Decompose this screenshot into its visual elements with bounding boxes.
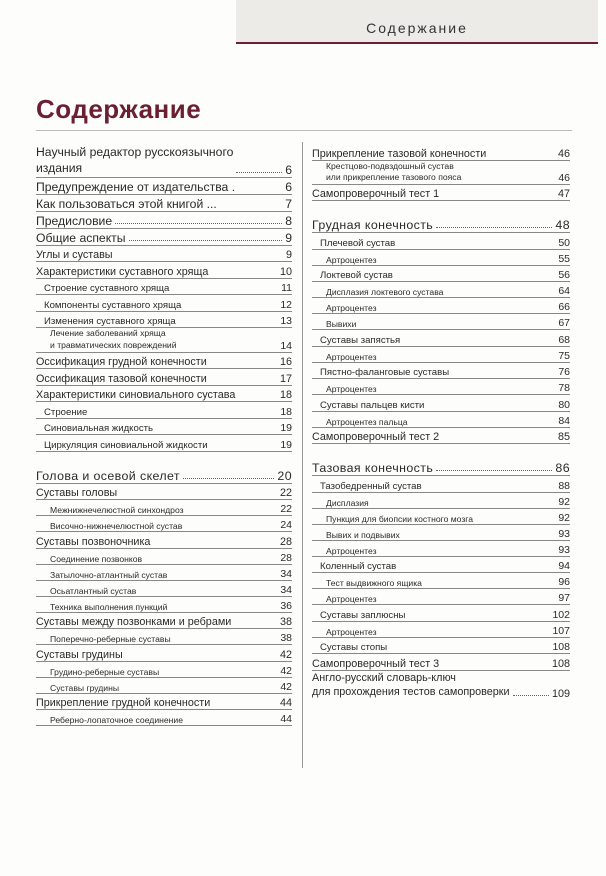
toc-entry[interactable] <box>312 573 570 589</box>
toc-entry-title-line: Поперечно-реберные суставы <box>50 634 171 645</box>
toc-page-number: 6 <box>285 162 292 177</box>
toc-entry-title-line: Суставы заплюсны <box>320 609 406 621</box>
toc-entry-title-line: Научный редактор русскоязычного <box>36 145 234 159</box>
toc-entry[interactable] <box>312 250 570 266</box>
toc-page-number: 102 <box>552 608 570 621</box>
toc-entry-title-line: Оссификация грудной конечности <box>36 356 207 369</box>
toc-entry[interactable] <box>36 516 292 532</box>
toc-entry[interactable] <box>312 557 570 574</box>
toc-leader <box>236 172 282 173</box>
toc-entry[interactable] <box>36 613 292 630</box>
toc-entry-title-line: Синовиальная жидкость <box>44 423 154 435</box>
toc-page-number: 8 <box>285 213 292 228</box>
toc-entry[interactable] <box>312 605 570 622</box>
header-title: Содержание <box>366 20 468 36</box>
toc-entry-title <box>326 627 377 637</box>
toc-page-number: 38 <box>279 616 292 629</box>
toc-page-number: 19 <box>280 422 292 435</box>
toc-entry-title <box>36 487 117 499</box>
toc-right-column <box>312 144 570 700</box>
toc-entry-title-line: Вывих и подвывих <box>326 529 400 540</box>
toc-entry-title-line: Суставы головы <box>36 487 118 500</box>
toc-page-number: 86 <box>555 461 570 476</box>
toc-entry-title <box>326 384 377 394</box>
toc-entry[interactable] <box>36 694 292 711</box>
toc-page-number: 7 <box>285 196 292 211</box>
toc-entry-title <box>50 505 184 515</box>
toc-entry-title-line: Артроцентез <box>326 351 377 362</box>
toc-entry-title-line: Самопроверочный тест 3 <box>312 657 440 670</box>
toc-page-number: 108 <box>552 641 570 654</box>
toc-entry-title-line: Компоненты суставного хряща <box>44 299 182 311</box>
toc-page-number: 48 <box>555 218 570 233</box>
toc-entry[interactable] <box>312 185 570 202</box>
toc-entry-title-line: Голова и осевой скелет <box>36 468 180 483</box>
toc-entry[interactable] <box>312 589 570 605</box>
toc-page-number: 88 <box>558 479 570 492</box>
toc-entry-title <box>36 144 233 177</box>
toc-page-number: 20 <box>277 468 292 483</box>
toc-page-number: 85 <box>557 431 570 444</box>
toc-entry-title <box>50 715 183 725</box>
toc-entry-title <box>320 561 396 572</box>
toc-entry-title-line: Артроцентез <box>326 626 377 637</box>
toc-entry[interactable] <box>36 295 292 312</box>
toc-entry-title-line: Локтевой сустав <box>320 270 393 282</box>
toc-page-number: 10 <box>279 265 292 278</box>
toc-entry-title <box>312 148 486 160</box>
toc-entry-title-line: Суставы грудины <box>36 648 123 661</box>
toc-page-number: 28 <box>280 551 292 564</box>
toc-entry-title-line: Артроцентез <box>326 254 377 265</box>
toc-entry-title-line: Артроцентез <box>326 384 377 395</box>
toc-page-number: 17 <box>279 372 292 385</box>
toc-entry[interactable] <box>36 484 292 501</box>
toc-page-number: 14 <box>280 339 292 352</box>
toc-entry-title <box>312 188 439 200</box>
toc-entry-title <box>50 328 177 351</box>
toc-page-number: 38 <box>280 632 292 645</box>
toc-leader <box>513 695 549 696</box>
toc-entry[interactable] <box>36 178 292 195</box>
toc-page-number: 67 <box>558 317 570 330</box>
toc-entry[interactable] <box>36 353 292 370</box>
toc-entry[interactable] <box>36 195 292 212</box>
toc-entry[interactable] <box>312 314 570 330</box>
toc-page-number: 75 <box>558 349 570 362</box>
toc-entry-title-line: Соединение позвонков <box>50 553 143 564</box>
toc-entry[interactable] <box>312 412 570 428</box>
toc-entry-title <box>326 287 443 297</box>
toc-entry-title-line: Углы и суставы <box>36 249 113 262</box>
toc-entry[interactable] <box>312 428 570 445</box>
toc-entry[interactable] <box>36 262 292 279</box>
toc-entry-title <box>44 423 153 434</box>
toc-entry-title <box>312 671 510 700</box>
toc-entry-title <box>326 530 400 540</box>
toc-page-number: 46 <box>558 171 570 184</box>
toc-entry-title-line: Характеристики суставного хряща <box>36 265 209 278</box>
toc-entry-title <box>36 697 210 709</box>
toc-entry-title-line: Дисплазия локтевого сустава <box>326 287 444 298</box>
toc-entry-title-line: Крестцово-подвздошный сустав <box>326 160 454 171</box>
toc-entry[interactable] <box>36 246 292 263</box>
toc-entry[interactable] <box>312 233 570 250</box>
toc-entry[interactable] <box>312 144 570 161</box>
toc-entry-title-line: Межнижнечелюстной синхондроз <box>50 505 184 516</box>
toc-entry-title <box>312 461 433 475</box>
toc-entry-title-line: Характеристики синовиального сустава <box>36 389 236 402</box>
toc-leader <box>129 240 283 241</box>
toc-entry[interactable] <box>312 215 570 233</box>
heading-divider <box>36 130 572 131</box>
toc-entry-title <box>326 319 356 329</box>
toc-page-number: 109 <box>551 687 570 700</box>
toc-entry-title-line: Оссификация тазовой конечности <box>36 372 207 385</box>
toc-page-number: 18 <box>280 405 292 418</box>
toc-entry-title <box>320 270 393 281</box>
toc-entry[interactable] <box>36 678 292 694</box>
toc-page-number: 42 <box>280 664 292 677</box>
toc-leader <box>183 478 274 479</box>
toc-entry-title-line: Тазовая конечность <box>312 461 434 476</box>
toc-entry-title <box>320 238 395 249</box>
toc-entry-title-line: Грудино-реберные суставы <box>50 666 160 677</box>
toc-entry-title <box>36 266 208 278</box>
toc-page-number: 18 <box>279 389 292 402</box>
toc-page-number: 108 <box>551 657 570 670</box>
toc-entry-title <box>36 649 123 661</box>
toc-entry-title-line: Плечевой сустав <box>320 237 396 249</box>
toc-entry[interactable] <box>36 419 292 436</box>
toc-entry-title-line: Суставы стопы <box>320 642 388 654</box>
toc-entry[interactable] <box>312 363 570 380</box>
toc-entry-title <box>36 616 231 628</box>
toc-entry-title-line: Англо-русский словарь-ключ <box>312 671 456 684</box>
toc-entry-title <box>320 642 387 653</box>
toc-entry-title <box>326 546 377 556</box>
toc-entry[interactable] <box>36 532 292 549</box>
toc-page-number: 34 <box>280 583 292 596</box>
toc-entry[interactable] <box>36 435 292 452</box>
toc-entry-title-line: Затылочно-атлантный сустав <box>50 569 168 580</box>
toc-entry-title-line: или прикрепление тазового пояса <box>326 172 462 183</box>
toc-entry-title <box>326 161 461 184</box>
toc-entry-title <box>50 521 182 531</box>
toc-page-number: 9 <box>285 230 292 245</box>
toc-page-number: 11 <box>281 282 292 295</box>
toc-entry-title <box>312 218 433 232</box>
toc-entry-title <box>326 578 422 588</box>
toc-entry-title-line: Строение суставного хряща <box>44 283 170 295</box>
toc-entry-title <box>50 554 142 564</box>
toc-entry-title-line: Общие аспекты <box>36 230 126 245</box>
toc-entry-title <box>50 586 136 596</box>
toc-entry-title <box>326 594 377 604</box>
toc-page-number: 44 <box>279 697 292 710</box>
toc-entry-title-line: Суставы грудины <box>50 682 120 693</box>
toc-entry[interactable] <box>36 629 292 645</box>
toc-page-number: 92 <box>558 511 570 524</box>
toc-entry-title-line: Артроцентез <box>326 594 377 605</box>
toc-page-number: 42 <box>279 648 292 661</box>
toc-entry-title <box>320 335 400 346</box>
toc-page-number: 46 <box>557 147 570 160</box>
toc-entry-title <box>36 197 217 211</box>
toc-entry-title-line: Суставы позвоночника <box>36 535 151 548</box>
toc-entry-title <box>36 249 113 261</box>
toc-entry[interactable] <box>312 476 570 493</box>
toc-entry[interactable] <box>36 386 292 403</box>
toc-entry[interactable] <box>36 144 292 178</box>
toc-entry[interactable] <box>36 229 292 246</box>
toc-page-number: 55 <box>558 252 570 265</box>
toc-entry-title-line: Грудная конечность <box>312 218 434 233</box>
toc-page-number: 42 <box>280 680 292 693</box>
toc-entry-title-line: Пункция для биопсии костного мозга <box>326 513 474 524</box>
toc-entry[interactable] <box>312 395 570 412</box>
toc-entry[interactable] <box>36 328 292 352</box>
toc-page-number: 84 <box>558 414 570 427</box>
toc-entry-title-line: Предисловие <box>36 213 113 228</box>
toc-entry-title-line: Строение <box>44 406 88 418</box>
toc-page-number: 16 <box>279 356 292 369</box>
toc-entry[interactable] <box>312 622 570 638</box>
toc-entry-title-line: Височно-нижнечелюстной сустав <box>50 521 183 532</box>
toc-entry-title <box>50 602 167 612</box>
toc-entry[interactable] <box>36 500 292 516</box>
toc-page-number: 96 <box>558 576 570 589</box>
toc-entry-title-line: Циркуляция синовиальной жидкости <box>44 439 208 451</box>
toc-entry[interactable] <box>36 662 292 678</box>
toc-entry[interactable] <box>36 549 292 565</box>
toc-page-number: 76 <box>558 366 570 379</box>
toc-page-number: 36 <box>280 599 292 612</box>
toc-entry-title <box>44 300 181 311</box>
toc-page-number: 6 <box>285 179 292 194</box>
page-header <box>0 0 606 44</box>
toc-entry-title <box>326 514 473 524</box>
toc-entry-title-line: Техника выполнения пункций <box>50 601 168 612</box>
toc-entry-title-line: Дисплазия <box>326 497 369 508</box>
toc-page-number: 97 <box>558 592 570 605</box>
toc-entry-title-line: Артроцентез пальца <box>326 416 408 427</box>
toc-entry[interactable] <box>312 638 570 655</box>
toc-entry-title <box>44 440 208 451</box>
toc-entry-title-line: для прохождения тестов самопроверки <box>312 686 510 699</box>
toc-entry-title-line: Артроцентез <box>326 303 377 314</box>
toc-entry-title-line: Прикрепление грудной конечности <box>36 697 211 710</box>
toc-entry-title <box>36 231 126 245</box>
toc-page-number: 9 <box>285 249 292 262</box>
toc-entry[interactable] <box>312 458 570 476</box>
toc-entry-title-line: Лечение заболеваний хряща <box>50 328 166 339</box>
toc-entry[interactable] <box>312 282 570 298</box>
toc-page-number: 44 <box>280 713 292 726</box>
toc-entry-title <box>50 570 167 580</box>
toc-entry-title-line: и травматических повреждений <box>50 340 177 351</box>
toc-entry-title <box>36 356 207 368</box>
toc-entry[interactable] <box>36 710 292 726</box>
toc-page-number: 22 <box>280 503 292 516</box>
toc-entry-title-line: Прикрепление тазовой конечности <box>312 147 487 160</box>
toc-entry-title <box>36 180 235 194</box>
toc-page-number: 92 <box>558 495 570 508</box>
toc-entry-title-line: Как пользоваться этой книгой ... <box>36 196 217 211</box>
toc-entry-title-line: Предупреждение от издательства . <box>36 179 236 194</box>
toc-entry-title <box>326 417 408 427</box>
toc-entry-title-line: Пястно-фаланговые суставы <box>320 367 450 379</box>
toc-page-number: 12 <box>280 298 292 311</box>
toc-page-number: 24 <box>280 519 292 532</box>
toc-page-number: 78 <box>558 382 570 395</box>
toc-entry[interactable] <box>36 565 292 581</box>
toc-entry[interactable] <box>36 402 292 419</box>
toc-entry-title-line: Суставы пальцев кисти <box>320 399 425 411</box>
toc-entry-title-line: Вывихи <box>326 319 357 330</box>
toc-entry[interactable] <box>312 266 570 283</box>
toc-entry-title-line: издания <box>36 161 83 176</box>
toc-entry[interactable] <box>312 298 570 314</box>
toc-entry-title <box>36 536 150 548</box>
toc-page-number: 28 <box>279 535 292 548</box>
toc-entry-title <box>44 283 169 294</box>
toc-entry-title <box>44 407 87 418</box>
toc-entry[interactable] <box>36 212 292 229</box>
toc-entry-title <box>326 352 377 362</box>
toc-entry[interactable] <box>36 312 292 329</box>
toc-entry-title <box>320 367 449 378</box>
toc-page-number: 66 <box>558 301 570 314</box>
toc-entry-title-line: Тазобедренный сустав <box>320 480 422 492</box>
toc-entry-title <box>320 400 424 411</box>
column-divider <box>302 142 303 768</box>
toc-page-number: 94 <box>558 560 570 573</box>
toc-entry[interactable] <box>36 369 292 386</box>
toc-entry[interactable] <box>312 525 570 541</box>
toc-entry-title <box>50 634 171 644</box>
toc-page-number: 19 <box>280 438 292 451</box>
toc-page-number: 13 <box>280 315 292 328</box>
toc-entry[interactable] <box>312 654 570 671</box>
toc-entry-title <box>326 303 377 313</box>
toc-entry-title-line: Осьатлантный сустав <box>50 585 137 596</box>
toc-entry-title-line: Самопроверочный тест 1 <box>312 188 440 201</box>
toc-page-number: 22 <box>279 487 292 500</box>
toc-entry-title-line: Суставы между позвонками и ребрами <box>36 616 232 629</box>
toc-entry-title <box>36 214 112 228</box>
toc-entry[interactable] <box>312 330 570 347</box>
toc-entry-title-line: Суставы запястья <box>320 334 401 346</box>
toc-entry[interactable] <box>312 493 570 509</box>
toc-page-number: 80 <box>558 398 570 411</box>
toc-page-number: 56 <box>558 269 570 282</box>
toc-page-number: 107 <box>552 624 570 637</box>
toc-entry-title <box>36 469 180 483</box>
toc-entry[interactable] <box>36 466 292 484</box>
toc-entry-title-line: Тест выдвижного ящика <box>326 578 422 589</box>
toc-leader <box>115 223 282 224</box>
toc-page-number: 34 <box>280 567 292 580</box>
toc-entry[interactable] <box>312 347 570 363</box>
toc-page-number: 47 <box>557 188 570 201</box>
toc-entry-title <box>36 373 207 385</box>
toc-page-number: 68 <box>558 333 570 346</box>
toc-entry-title <box>36 389 235 401</box>
toc-entry[interactable] <box>36 597 292 613</box>
toc-entry[interactable] <box>36 279 292 296</box>
toc-entry-title-line: Самопроверочный тест 2 <box>312 431 440 444</box>
toc-page-number: 93 <box>558 543 570 556</box>
toc-entry-title-line: Реберно-лопаточное соединение <box>50 715 183 726</box>
toc-entry-title <box>312 431 439 443</box>
toc-entry-title <box>50 667 159 677</box>
toc-entry[interactable] <box>312 379 570 395</box>
toc-entry-title <box>320 481 422 492</box>
toc-page-number: 93 <box>558 527 570 540</box>
toc-entry[interactable] <box>36 645 292 662</box>
toc-entry[interactable] <box>312 161 570 185</box>
toc-entry[interactable] <box>312 509 570 525</box>
toc-entry-title-line: Изменения суставного хряща <box>44 316 176 328</box>
header-tab <box>236 0 598 44</box>
page-title: Содержание <box>36 94 202 124</box>
toc-page-number: 64 <box>558 285 570 298</box>
toc-entry-title <box>44 316 176 327</box>
toc-entry-title-line: Артроцентез <box>326 545 377 556</box>
toc-entry-title <box>326 255 377 265</box>
toc-leader <box>436 470 552 471</box>
toc-entry[interactable] <box>36 581 292 597</box>
toc-left-column <box>36 144 292 726</box>
toc-entry-title-line: Коленный сустав <box>320 561 397 573</box>
toc-page-number: 50 <box>558 236 570 249</box>
toc-entry-title <box>326 498 369 508</box>
toc-entry-title <box>50 683 119 693</box>
toc-entry[interactable] <box>312 671 570 700</box>
toc-leader <box>436 227 552 228</box>
toc-entry-title <box>312 658 439 670</box>
toc-entry-title <box>320 610 405 621</box>
toc-entry[interactable] <box>312 541 570 557</box>
